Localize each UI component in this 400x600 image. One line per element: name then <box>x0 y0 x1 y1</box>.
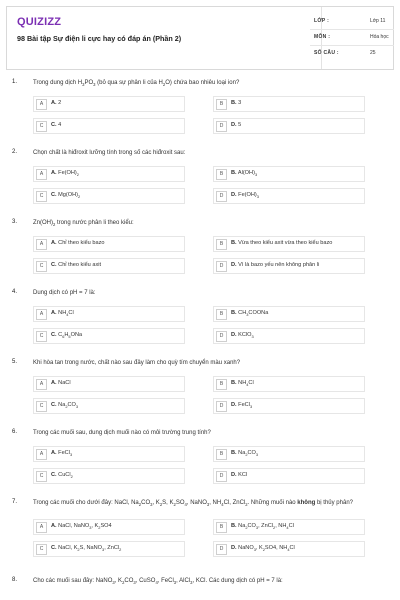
option-text: C. CuCl$_2$ <box>51 472 73 480</box>
option-text: C. 4 <box>51 122 62 128</box>
option-letter-badge: D <box>216 544 227 555</box>
question-number: 1. <box>12 79 18 85</box>
option-letter-badge: B <box>216 99 227 110</box>
option-letter-badge: C <box>36 261 47 272</box>
meta-value: 25 <box>370 50 376 56</box>
option-letter-badge: B <box>216 169 227 180</box>
option-letter-badge: C <box>36 401 47 412</box>
option-letter-badge: A <box>36 309 47 320</box>
quizizz-logo: QUIZIZZ <box>17 16 62 28</box>
answer-option-c[interactable] <box>33 118 185 134</box>
option-text: C. $Mg(OH)_2$ <box>51 192 81 200</box>
option-letter-badge: C <box>36 121 47 132</box>
answer-option-b[interactable] <box>213 519 365 535</box>
question-text: Dung dịch có pH = 7 là: <box>33 290 96 296</box>
option-text: B. 3 <box>231 100 242 106</box>
option-letter-badge: A <box>36 379 47 390</box>
option-text: C. $C_6H_5ONa$ <box>51 332 83 340</box>
answer-option-c[interactable] <box>33 541 185 557</box>
answer-option-a[interactable] <box>33 376 185 392</box>
answer-option-d[interactable] <box>213 118 365 134</box>
answer-option-b[interactable] <box>213 96 365 112</box>
option-text: B. $Al(OH)_3$ <box>231 170 258 178</box>
option-letter-badge: C <box>36 191 47 202</box>
answer-option-d[interactable] <box>213 468 365 484</box>
option-text: B. Vừa theo kiểu axit vừa theo kiểu bazo <box>231 240 333 246</box>
answer-option-d[interactable] <box>213 541 365 557</box>
option-text: C. $Na_2CO_3$ <box>51 402 79 410</box>
question-text: $Zn(OH)_2$ trong nước phân li theo kiểu: <box>33 220 134 228</box>
option-text: B. $Na_2CO_3$, ZnCl$_2$, $NH_4Cl$ <box>231 523 294 531</box>
option-text: B. $CH_3COONa$ <box>231 310 269 318</box>
answer-option-a[interactable] <box>33 446 185 462</box>
answer-option-a[interactable] <box>33 166 185 182</box>
answer-option-c[interactable] <box>33 258 185 274</box>
option-text: A. 2 <box>51 100 62 106</box>
answer-option-d[interactable] <box>213 188 365 204</box>
option-letter-badge: C <box>36 331 47 342</box>
meta-divider <box>310 45 394 46</box>
option-text: C. NaCl, $K_2S$, NaNO$_3$, ZnCl$_2$ <box>51 545 122 553</box>
option-letter-badge: A <box>36 522 47 533</box>
answer-option-c[interactable] <box>33 188 185 204</box>
answer-option-b[interactable] <box>213 446 365 462</box>
answer-option-a[interactable] <box>33 306 185 322</box>
meta-divider <box>310 29 394 30</box>
question-number: 4. <box>12 289 18 295</box>
option-text: A. Chỉ theo kiểu bazo <box>51 240 105 246</box>
question-text: Trong các muối sau, dung dịch muối nào có môi trường trung tính? <box>33 430 211 436</box>
meta-panel <box>314 7 400 69</box>
option-text: B. $NH_4Cl$ <box>231 380 254 388</box>
option-text: D. $Fe(OH)_3$ <box>231 192 259 200</box>
answer-option-c[interactable] <box>33 328 185 344</box>
option-text: D. NaNO$_3$, $K_2SO4$, $NH_4Cl$ <box>231 545 295 553</box>
option-letter-badge: A <box>36 449 47 460</box>
answer-option-b[interactable] <box>213 306 365 322</box>
question-text: Trong các muối cho dưới đây: NaCl, $Na_2CO_3$, $K_2S$, $K_2SO_4$, NaNO$_3$, $NH_4Cl$, ZnCl$_2$. Những muối nào không bị thủy phân? <box>33 500 353 508</box>
option-letter-badge: D <box>216 471 227 482</box>
option-text: A. NaCl <box>51 380 71 386</box>
option-text: D. 5 <box>231 122 242 128</box>
option-letter-badge: D <box>216 331 227 342</box>
question-number: 7. <box>12 499 18 505</box>
option-letter-badge: C <box>36 544 47 555</box>
answer-option-a[interactable] <box>33 519 185 535</box>
meta-key: SỐ CÂU : <box>314 50 339 56</box>
answer-option-a[interactable] <box>33 96 185 112</box>
meta-value: Hóa học <box>370 34 389 40</box>
option-letter-badge: B <box>216 449 227 460</box>
worksheet-title: 98 Bài tập Sự điện li cực hay có đáp án (Phần 2) <box>17 34 182 43</box>
option-text: C. Chỉ theo kiểu axit <box>51 262 102 268</box>
option-text: A. NaCl, NaNO$_3$, $K_2SO4$ <box>51 523 112 531</box>
option-text: D. KClO$_3$ <box>231 332 254 340</box>
option-letter-badge: B <box>216 379 227 390</box>
answer-option-b[interactable] <box>213 236 365 252</box>
answer-option-b[interactable] <box>213 166 365 182</box>
option-letter-badge: C <box>36 471 47 482</box>
option-text: D. Vì là bazo yếu nên không phân li <box>231 262 320 268</box>
option-text: A. FeCl$_3$ <box>51 450 73 458</box>
answer-option-a[interactable] <box>33 236 185 252</box>
meta-key: MÔN : <box>314 34 331 40</box>
option-letter-badge: A <box>36 169 47 180</box>
answer-option-c[interactable] <box>33 468 185 484</box>
question-number: 6. <box>12 429 18 435</box>
option-letter-badge: B <box>216 522 227 533</box>
option-letter-badge: B <box>216 239 227 250</box>
option-text: D. FeCl$_3$ <box>231 402 253 410</box>
answer-option-d[interactable] <box>213 258 365 274</box>
question-number: 8. <box>12 577 18 583</box>
option-letter-badge: A <box>36 99 47 110</box>
option-letter-badge: D <box>216 261 227 272</box>
question-text: Chọn chất là hiđroxit lưỡng tính trong số các hiđroxit sau: <box>33 150 186 156</box>
question-text: Cho các muối sau đây: NaNO$_3$, $K_2CO_3$, CuSO$_4$, FeCl$_3$, AlCl$_3$, KCl. Các dung dịch có pH = 7 là: <box>33 578 283 586</box>
worksheet-header <box>6 6 394 70</box>
option-letter-badge: B <box>216 309 227 320</box>
option-text: A. $Fe(OH)_2$ <box>51 170 79 178</box>
question-text: Khi hòa tan trong nước, chất nào sau đây làm cho quỳ tím chuyển màu xanh? <box>33 360 241 366</box>
question-number: 3. <box>12 219 18 225</box>
option-letter-badge: D <box>216 191 227 202</box>
meta-value: Lớp 11 <box>370 18 386 24</box>
question-number: 2. <box>12 149 18 155</box>
question-text: Trong dung dịch $H_3PO_3$ (bỏ qua sự phân li của $H_2O$) chứa bao nhiêu loại ion? <box>33 80 240 88</box>
option-letter-badge: A <box>36 239 47 250</box>
answer-option-c[interactable] <box>33 398 185 414</box>
option-letter-badge: D <box>216 121 227 132</box>
option-text: A. $NH_4Cl$ <box>51 310 74 318</box>
option-letter-badge: D <box>216 401 227 412</box>
answer-option-d[interactable] <box>213 398 365 414</box>
answer-option-d[interactable] <box>213 328 365 344</box>
option-text: B. $Na_2CO_3$ <box>231 450 259 458</box>
meta-key: LỚP : <box>314 18 330 24</box>
question-number: 5. <box>12 359 18 365</box>
option-text: D. KCl <box>231 472 248 478</box>
answer-option-b[interactable] <box>213 376 365 392</box>
